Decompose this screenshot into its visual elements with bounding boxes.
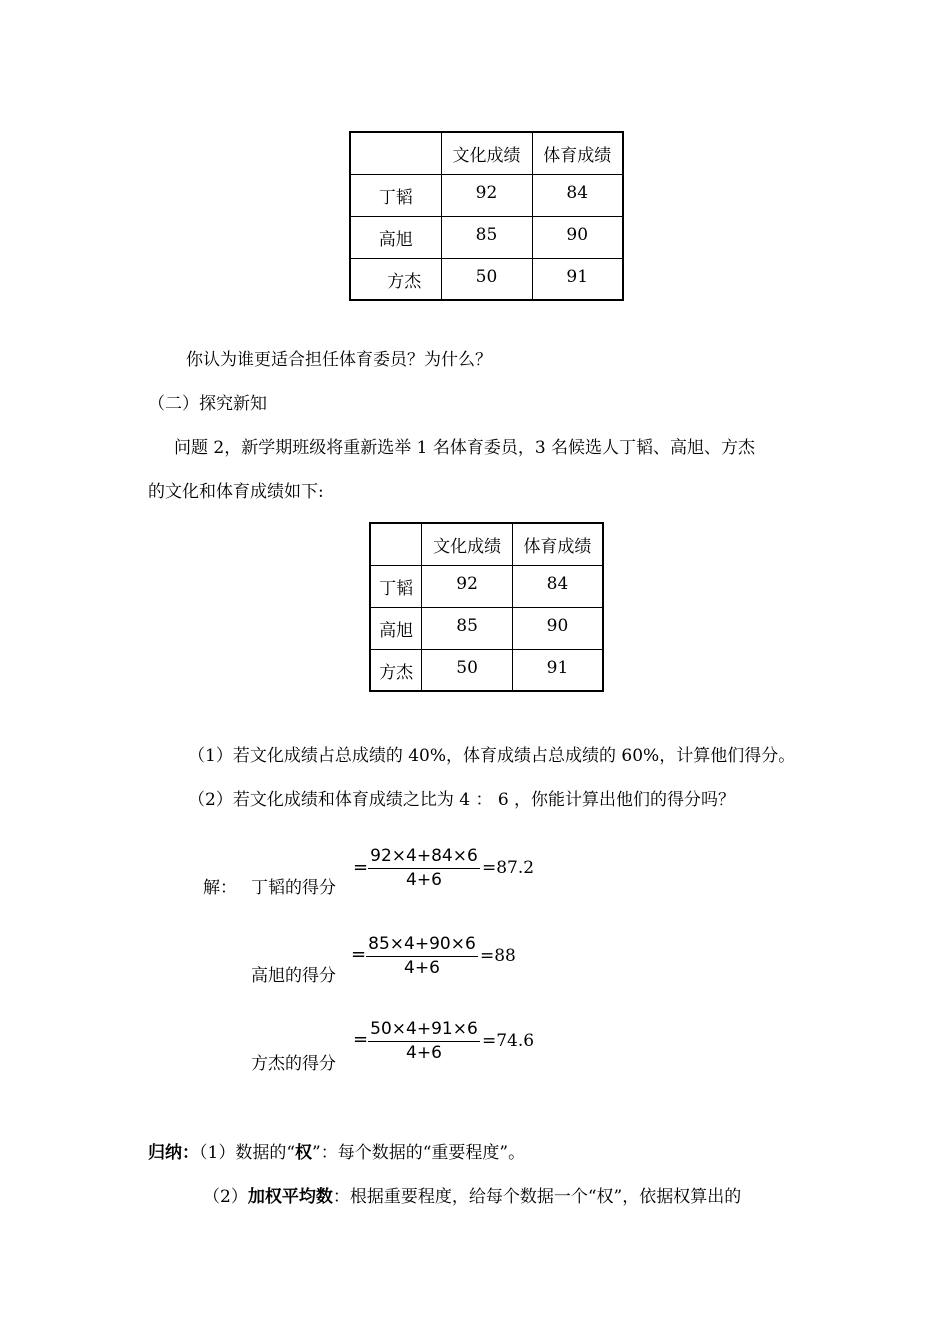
score-result: =88: [480, 946, 516, 966]
table-row: [350, 258, 623, 300]
table-row: [370, 565, 603, 607]
equals-sign: =: [351, 944, 367, 965]
section-title: （二）探究新知: [148, 394, 267, 414]
question-text: 你认为谁更适合担任体育委员？为什么？: [186, 350, 492, 370]
score-table-1: [349, 131, 624, 301]
fraction-numerator: 50×4+91×6: [370, 1019, 478, 1039]
table-header-culture: 文化成绩: [441, 132, 532, 174]
fraction-bar: [366, 956, 478, 957]
table-cell: 92: [422, 565, 513, 607]
table-cell: 85: [422, 607, 513, 649]
table-header-row: [350, 132, 623, 174]
table-cell: 50: [422, 649, 513, 691]
table-header-culture: 文化成绩: [422, 523, 513, 565]
fraction-denominator: 4+6: [404, 958, 440, 978]
table-cell: 90: [512, 607, 603, 649]
score-result: =87.2: [482, 858, 535, 878]
summary-point-1: [148, 1143, 525, 1163]
solution-prefix: 解：: [203, 878, 237, 898]
summary-heading: 归纳：: [148, 1143, 199, 1163]
table-cell: 91: [512, 649, 603, 691]
equals-sign: =: [353, 857, 369, 878]
table-cell: 方杰: [350, 258, 441, 300]
table-cell: 丁韬: [370, 565, 422, 607]
score-label: 丁韬的得分: [251, 878, 336, 898]
table-header-row: [370, 523, 603, 565]
table-cell: 方杰: [370, 649, 422, 691]
table-cell: 高旭: [350, 216, 441, 258]
fraction: [368, 1019, 480, 1063]
table-header-sports: 体育成绩: [532, 132, 623, 174]
summary-text: ：根据重要程度，给每个数据一个“权”，依据权算出的: [332, 1187, 742, 1207]
table-cell: 84: [512, 565, 603, 607]
table-corner-cell: [350, 132, 441, 174]
score-table-2: [369, 522, 604, 692]
summary-text: （1）数据的“: [199, 1143, 296, 1163]
fraction-numerator: 85×4+90×6: [368, 934, 476, 954]
problem-text-line1: 问题 2，新学期班级将重新选举 1 名体育委员，3 名候选人丁韬、高旭、方杰: [174, 438, 756, 458]
score-label: 方杰的得分: [251, 1054, 336, 1074]
score-result: =74.6: [482, 1031, 535, 1051]
equals-sign: =: [353, 1029, 369, 1050]
table-cell: 84: [532, 174, 623, 216]
fraction-denominator: 4+6: [406, 870, 442, 890]
table-cell: 90: [532, 216, 623, 258]
fraction: [366, 934, 478, 978]
summary-point-2: [203, 1187, 741, 1207]
fraction-bar: [368, 1041, 480, 1042]
table-cell: 丁韬: [350, 174, 441, 216]
table-row: [370, 649, 603, 691]
summary-text: ”：每个数据的“重要程度”。: [312, 1143, 526, 1163]
subquestion-2: （2）若文化成绩和体育成绩之比为 4 ： 6 ，你能计算出他们的得分吗？: [188, 790, 736, 810]
table-row: [350, 216, 623, 258]
subquestion-1: （1）若文化成绩占总成绩的 40%，体育成绩占总成绩的 60%，计算他们得分。: [188, 746, 796, 766]
table-cell: 50: [441, 258, 532, 300]
table-cell: 92: [441, 174, 532, 216]
score-label: 高旭的得分: [251, 966, 336, 986]
table-cell: 91: [532, 258, 623, 300]
summary-keyword: 加权平均数: [247, 1187, 333, 1207]
fraction-numerator: 92×4+84×6: [370, 846, 478, 866]
table-row: [350, 174, 623, 216]
problem-text-line2: 的文化和体育成绩如下:: [148, 482, 324, 502]
fraction-bar: [368, 868, 480, 869]
table-cell: 85: [441, 216, 532, 258]
fraction-denominator: 4+6: [406, 1043, 442, 1063]
fraction: [368, 846, 480, 890]
table-header-sports: 体育成绩: [512, 523, 603, 565]
summary-text: （2）: [203, 1187, 248, 1207]
summary-keyword: 权: [295, 1143, 313, 1163]
table-row: [370, 607, 603, 649]
table-corner-cell: [370, 523, 422, 565]
table-cell: 高旭: [370, 607, 422, 649]
